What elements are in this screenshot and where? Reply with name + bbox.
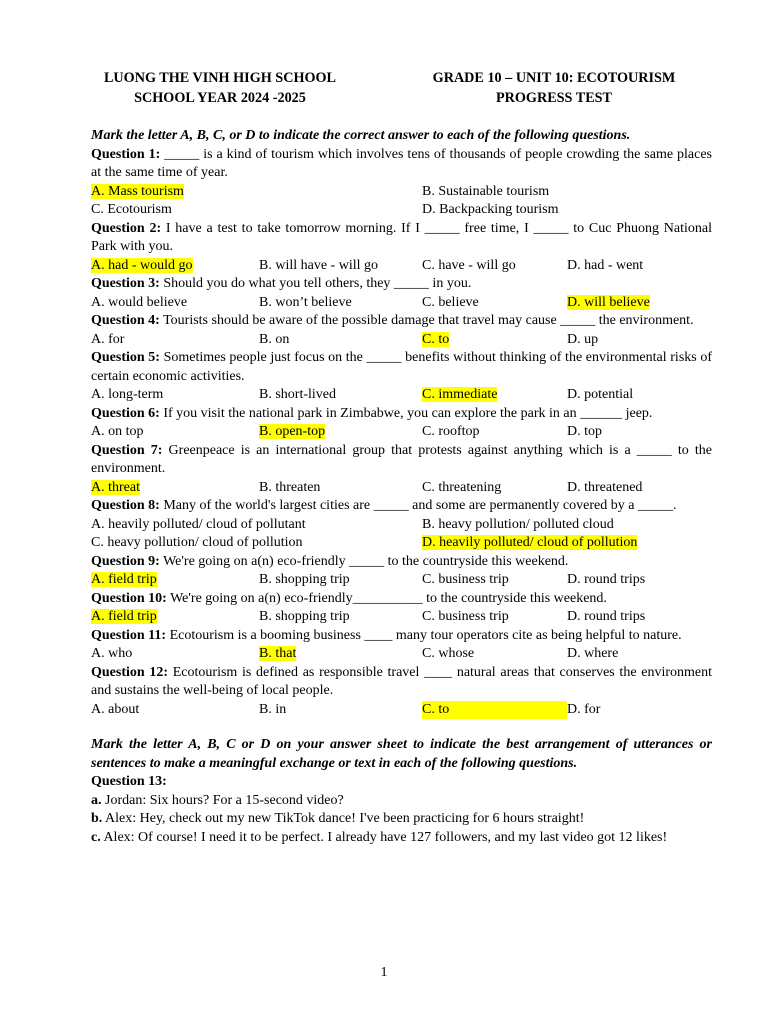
option-d[interactable]: D. potential — [567, 387, 634, 402]
question-10 — [91, 590, 712, 609]
options-row — [91, 257, 712, 276]
option-d[interactable]: D. where — [567, 646, 619, 661]
options-row — [91, 701, 712, 720]
question-3 — [91, 275, 712, 294]
question-text: We're going on a(n) eco-friendly__________ to the countryside this weekend. — [166, 590, 607, 606]
question-label: Question 3: — [91, 276, 160, 291]
school-year: SCHOOL YEAR 2024 -2025 — [134, 90, 306, 106]
option-d[interactable]: D. heavily polluted/ cloud of pollution — [422, 535, 638, 550]
section-instruction-2: Mark the letter A, B, C or D on your answer sheet to indicate the best arrangement of utterances or sentences to make a meaningful exchange or text in each of the following questions. — [91, 737, 712, 771]
question-4 — [91, 312, 712, 331]
question-label: Question 10: — [91, 590, 167, 606]
line-text: Jordan: Six hours? For a 15-second video? — [101, 792, 344, 808]
options-row — [91, 608, 712, 627]
option-a[interactable]: A. for — [91, 331, 125, 347]
option-a[interactable]: A. heavily polluted/ cloud of pollutant — [91, 516, 306, 532]
test-title: PROGRESS TEST — [495, 90, 613, 106]
question-text: _____ is a kind of tourism which involves tens of thousands of people crowding the same places at the same time of year. — [91, 146, 712, 180]
option-b[interactable]: B. heavy pollution/ polluted cloud — [422, 516, 614, 532]
option-c[interactable]: C. business trip — [422, 609, 509, 624]
question-text: Ecotourism is a booming business ____ many tour operators cite as being helpful to nature. — [166, 627, 682, 643]
option-b[interactable]: B. open-top — [259, 424, 326, 439]
option-b[interactable]: B. will have - will go — [259, 257, 378, 273]
option-b[interactable]: B. won’t believe — [259, 294, 352, 310]
option-c[interactable]: C. heavy pollution/ cloud of pollution — [91, 535, 303, 550]
option-d[interactable]: D. top — [567, 424, 602, 439]
line-text: Alex: Of course! I need it to be perfect. I already have 127 followers, and my last video got 12 likes! — [100, 829, 668, 845]
options-row — [91, 645, 712, 664]
option-b[interactable]: B. in — [259, 701, 287, 717]
question-8 — [91, 497, 712, 516]
question-label: Question 5: — [91, 350, 160, 365]
question-text: Sometimes people just focus on the _____ benefits without thinking of the environmental risks of certain economic activities. — [91, 350, 712, 384]
section-instruction-1: Mark the letter A, B, C, or D to indicate the correct answer to each of the following questions. — [91, 128, 631, 143]
option-c[interactable]: C. to — [422, 701, 567, 720]
option-a[interactable]: A. threat — [91, 479, 140, 495]
question-label: Question 11: — [91, 627, 167, 643]
option-c[interactable]: C. threatening — [422, 479, 502, 495]
options-row — [91, 201, 712, 220]
option-c[interactable]: C. whose — [422, 646, 475, 661]
question-2 — [91, 220, 712, 257]
question-label: Question 12: — [91, 664, 169, 680]
option-b[interactable]: B. shopping trip — [259, 609, 350, 624]
options-row — [91, 183, 712, 202]
option-d[interactable]: D. up — [567, 331, 599, 347]
question-label: Question 4: — [91, 313, 160, 328]
options-row — [91, 331, 712, 350]
options-row — [91, 386, 712, 405]
option-d[interactable]: D. round trips — [567, 609, 646, 624]
option-a[interactable]: A. who — [91, 646, 133, 661]
school-block — [80, 68, 360, 108]
option-b[interactable]: B. threaten — [259, 479, 321, 495]
question-1 — [91, 146, 712, 183]
line-letter: a. — [91, 792, 102, 808]
option-b[interactable]: B. that — [259, 646, 297, 661]
question-text: Many of the world's largest cities are _____ and some are permanently covered by a _____. — [159, 498, 677, 513]
unit-title: GRADE 10 – UNIT 10: ECOTOURISM — [432, 70, 676, 86]
question-label: Question 9: — [91, 553, 160, 569]
option-b[interactable]: B. shopping trip — [259, 572, 350, 587]
question-label: Question 1: — [91, 146, 161, 162]
option-c[interactable]: C. to — [422, 331, 450, 347]
option-a[interactable]: A. about — [91, 701, 140, 717]
options-row — [91, 516, 712, 535]
option-a[interactable]: A. field trip — [91, 572, 157, 587]
question-text: We're going on a(n) eco-friendly _____ to the countryside this weekend. — [159, 553, 569, 569]
option-c[interactable]: C. immediate — [422, 387, 498, 402]
question-text: Ecotourism is defined as responsible travel ____ natural areas that conserves the environment and sustains the well-being of local people. — [91, 664, 712, 698]
question-13 — [91, 773, 712, 792]
option-d[interactable]: D. threatened — [567, 479, 643, 495]
line-letter: b. — [91, 811, 103, 826]
option-c[interactable]: C. rooftop — [422, 424, 480, 439]
options-row — [91, 423, 712, 442]
question-7 — [91, 442, 712, 479]
document-header — [91, 68, 712, 108]
options-row — [91, 534, 712, 553]
question-12 — [91, 664, 712, 701]
question-label: Question 8: — [91, 498, 160, 513]
option-b[interactable]: B. short-lived — [259, 387, 336, 402]
option-a[interactable]: A. had - would go — [91, 257, 193, 273]
option-b[interactable]: B. Sustainable tourism — [422, 183, 550, 199]
test-block — [360, 68, 712, 108]
option-c[interactable]: C. Ecotourism — [91, 202, 172, 217]
option-c[interactable]: C. believe — [422, 294, 479, 310]
option-a[interactable]: A. on top — [91, 424, 144, 439]
option-a[interactable]: A. long-term — [91, 387, 164, 402]
dialogue-line-a — [91, 792, 712, 811]
option-b[interactable]: B. on — [259, 331, 290, 347]
option-d[interactable]: D. for — [567, 701, 601, 717]
option-a[interactable]: A. Mass tourism — [91, 183, 184, 199]
question-text: I have a test to take tomorrow morning. If I _____ free time, I _____ to Cuc Phuong National Park with you. — [91, 220, 712, 254]
question-6 — [91, 405, 712, 424]
options-row — [91, 479, 712, 498]
page-number: 1 — [380, 965, 388, 980]
question-11 — [91, 627, 712, 646]
options-row — [91, 294, 712, 313]
option-a[interactable]: A. would believe — [91, 294, 188, 310]
question-text: Tourists should be aware of the possible damage that travel may cause _____ the environment. — [159, 313, 694, 328]
question-text: Greenpeace is an international group that protests against anything which is a _____ to the environment. — [91, 442, 712, 476]
option-d[interactable]: D. round trips — [567, 572, 646, 587]
school-name: LUONG THE VINH HIGH SCHOOL — [103, 70, 337, 86]
question-text: If you visit the national park in Zimbabwe, you can explore the park in an ______ jeep. — [159, 405, 653, 421]
question-5 — [91, 349, 712, 386]
option-c[interactable]: C. have - will go — [422, 257, 516, 273]
options-row — [91, 571, 712, 590]
question-label: Question 6: — [91, 405, 160, 421]
line-text: Alex: Hey, check out my new TikTok dance! I've been practicing for 6 hours straight! — [102, 811, 585, 826]
dialogue-line-b — [91, 810, 712, 829]
option-d[interactable]: D. Backpacking tourism — [422, 202, 559, 217]
question-9 — [91, 553, 712, 572]
line-letter: c. — [91, 829, 101, 845]
question-label: Question 7: — [91, 442, 163, 458]
exam-page — [91, 68, 712, 847]
option-a[interactable]: A. field trip — [91, 609, 157, 624]
option-d[interactable]: D. will believe — [567, 294, 650, 310]
question-label: Question 2: — [91, 220, 162, 236]
option-c[interactable]: C. business trip — [422, 572, 509, 587]
dialogue-line-c — [91, 829, 712, 848]
question-text: Should you do what you tell others, they _____ in you. — [159, 276, 472, 291]
question-label: Question 13: — [91, 774, 167, 789]
option-d[interactable]: D. had - went — [567, 257, 644, 273]
